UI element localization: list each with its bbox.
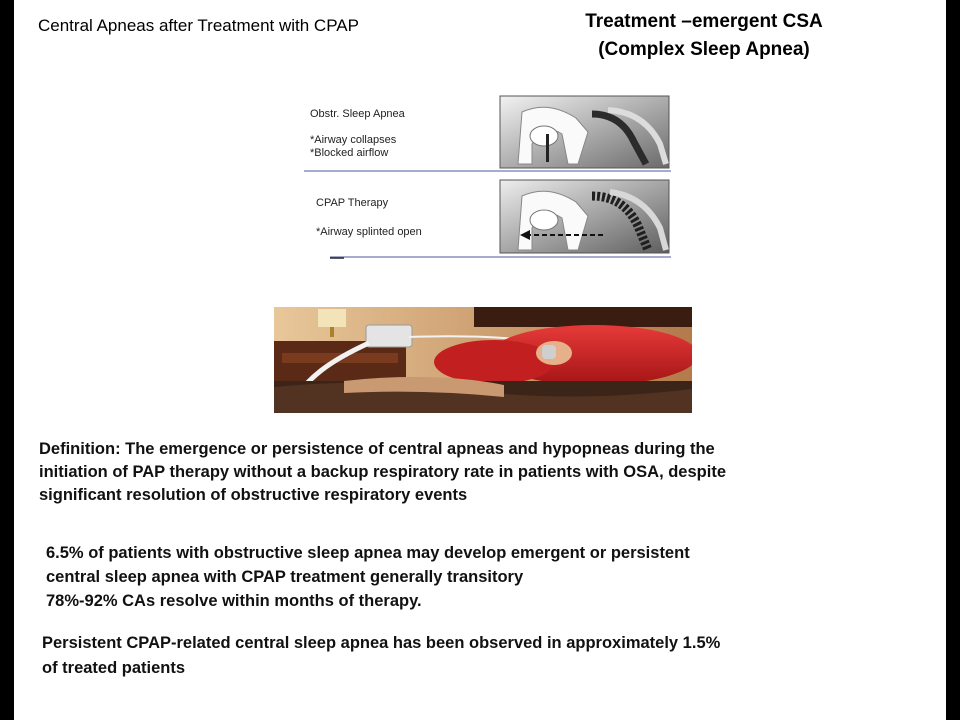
stats-line-3: 78%-92% CAs resolve within months of therapy. xyxy=(46,592,422,610)
osa-heading: Obstr. Sleep Apnea xyxy=(310,108,405,120)
slide xyxy=(14,0,946,720)
definition-line-1: Definition: The emergence or persistence of central apneas and hypopneas during the xyxy=(39,440,715,458)
stats-line-2: central sleep apnea with CPAP treatment generally transitory xyxy=(46,568,524,586)
persistent-csa-paragraph xyxy=(42,631,720,681)
definition-line-2: initiation of PAP therapy without a backup respiratory rate in patients with OSA, despite xyxy=(39,463,726,481)
definition-line-3: significant resolution of obstructive respiratory events xyxy=(39,486,468,504)
slide-title-left: Central Apneas after Treatment with CPAP xyxy=(38,16,359,35)
title-right-line-1: Treatment –emergent CSA xyxy=(585,11,823,32)
definition-paragraph xyxy=(39,438,726,507)
title-right-line-2: (Complex Sleep Apnea) xyxy=(598,39,810,60)
slide-title-right xyxy=(534,8,874,64)
statistics-paragraph xyxy=(46,541,690,613)
cpap-point-1: *Airway splinted open xyxy=(316,226,422,238)
airway-illustration xyxy=(286,92,702,309)
osa-point-2: *Blocked airflow xyxy=(310,147,389,159)
cpap-heading: CPAP Therapy xyxy=(316,197,389,209)
bedroom-illustration xyxy=(274,307,692,413)
osa-point-1: *Airway collapses xyxy=(310,134,397,146)
cpap-patient-photo xyxy=(274,307,692,413)
persistent-line-2: of treated patients xyxy=(42,659,186,677)
airway-diagram-image xyxy=(286,92,702,309)
stats-line-1: 6.5% of patients with obstructive sleep apnea may develop emergent or persistent xyxy=(46,544,690,562)
persistent-line-1: Persistent CPAP-related central sleep apnea has been observed in approximately 1.5% xyxy=(42,634,721,652)
